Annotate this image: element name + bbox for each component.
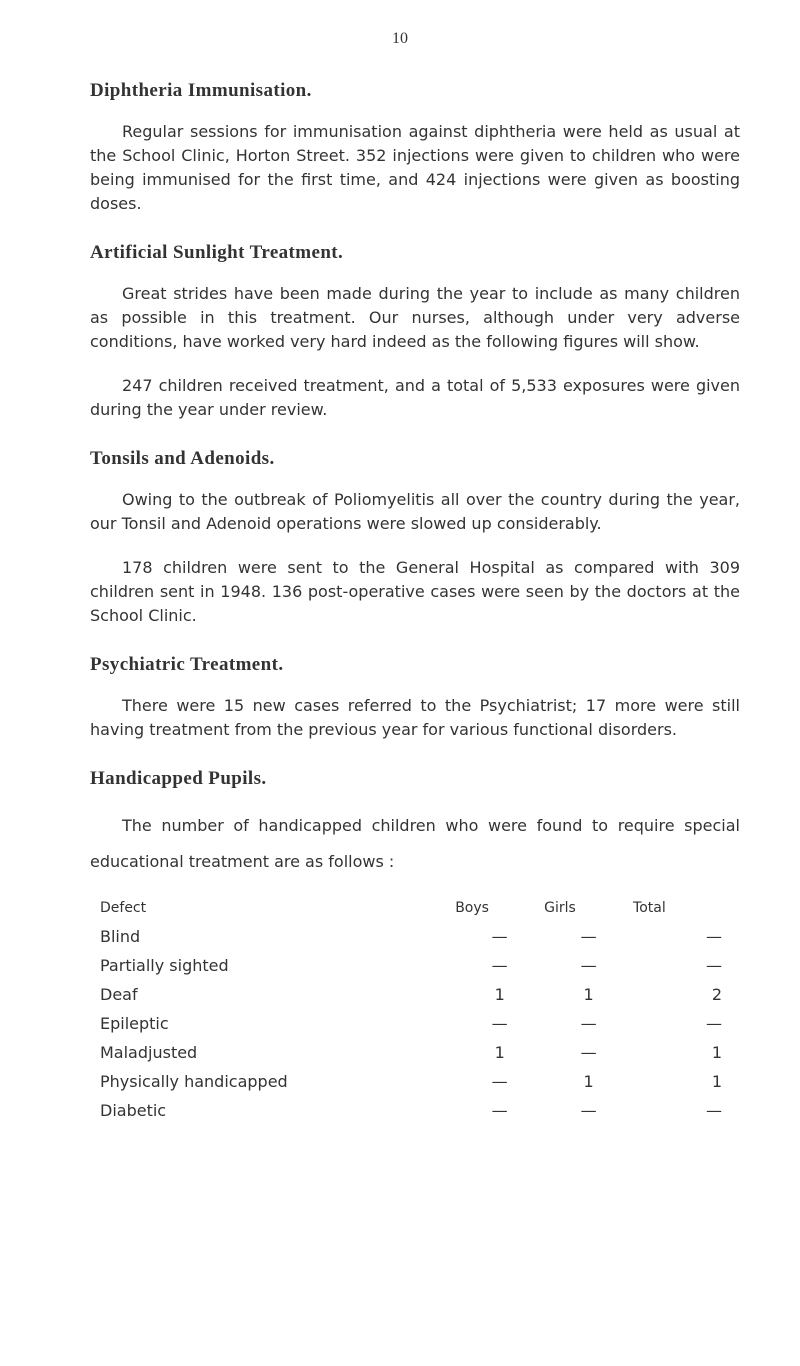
cell-defect — [100, 1067, 455, 1096]
header-total: Total — [633, 900, 666, 916]
section-heading: Tonsils and Adenoids. — [90, 448, 275, 469]
cell-total — [633, 1067, 740, 1096]
table-row — [100, 980, 740, 1009]
table-row — [100, 922, 740, 951]
section-handicapped — [90, 768, 740, 1125]
header-boys: Boys — [455, 900, 489, 916]
cell-defect-text: Diabetic — [100, 1101, 167, 1120]
paragraph: There were 15 new cases referred to the Psychiatrist; 17 more were still having treatment from the previous year for various functional disorders. — [90, 696, 740, 739]
cell-defect — [100, 922, 455, 951]
cell-total-text: — — [706, 1101, 722, 1120]
cell-total — [633, 951, 740, 980]
cell-boys-text: — — [491, 927, 508, 946]
cell-girls — [544, 1038, 633, 1067]
cell-total — [633, 1038, 740, 1067]
table-body — [100, 922, 740, 1125]
table-header-row — [100, 900, 740, 922]
paragraph: Great strides have been made during the year to include as many children as possible in this treatment. Our nurses, although under very adverse conditions, have worked very hard indeed as the following figures will show. — [90, 284, 740, 351]
cell-boys-text: 1 — [494, 1043, 505, 1062]
handicapped-pupils-table — [100, 900, 740, 1125]
cell-total-text: — — [706, 1014, 722, 1033]
table-row — [100, 1067, 740, 1096]
table-row — [100, 1096, 740, 1125]
section-tonsils-adenoids — [90, 448, 740, 628]
cell-boys-text: — — [491, 956, 508, 975]
cell-boys — [455, 980, 544, 1009]
cell-defect-text: Physically handicapped — [100, 1072, 288, 1091]
cell-defect — [100, 1038, 455, 1067]
cell-defect-text: Deaf — [100, 985, 138, 1004]
cell-boys-text: — — [491, 1072, 508, 1091]
cell-boys-text: 1 — [494, 985, 505, 1004]
cell-total — [633, 922, 740, 951]
cell-total — [633, 1009, 740, 1038]
cell-defect — [100, 951, 455, 980]
cell-girls-text: — — [580, 1043, 597, 1062]
cell-total-text: 1 — [711, 1072, 722, 1091]
cell-girls-text: — — [580, 1014, 597, 1033]
cell-boys — [455, 1009, 544, 1038]
cell-girls — [544, 1009, 633, 1038]
cell-defect — [100, 1096, 455, 1125]
header-girls: Girls — [544, 900, 576, 916]
cell-boys — [455, 1096, 544, 1125]
section-diphtheria — [90, 80, 740, 216]
section-heading: Psychiatric Treatment. — [90, 654, 284, 675]
page-number: 10 — [392, 30, 408, 47]
paragraph: 178 children were sent to the General Hospital as compared with 309 children sent in 1948. 136 post-operative cases were seen by the doctors at the School Clinic. — [90, 558, 740, 625]
cell-girls — [544, 1096, 633, 1125]
cell-girls-text: 1 — [583, 1072, 594, 1091]
section-psychiatric — [90, 654, 740, 742]
cell-defect — [100, 1009, 455, 1038]
cell-defect-text: Epileptic — [100, 1014, 169, 1033]
cell-total-text: — — [706, 927, 722, 946]
cell-total — [633, 1096, 740, 1125]
cell-total — [633, 980, 740, 1009]
paragraph: Regular sessions for immunisation against diphtheria were held as usual at the School Clinic, Horton Street. 352 injections were given to children who were being immunised for the first time, and 424 injections were given as boosting doses. — [90, 122, 740, 213]
cell-boys-text: — — [491, 1101, 508, 1120]
cell-girls-text: — — [580, 956, 597, 975]
section-artificial-sunlight — [90, 242, 740, 422]
cell-girls — [544, 951, 633, 980]
cell-defect-text: Maladjusted — [100, 1043, 198, 1062]
cell-boys — [455, 951, 544, 980]
cell-boys-text: — — [491, 1014, 508, 1033]
cell-girls-text: — — [580, 1101, 597, 1120]
cell-defect-text: Blind — [100, 927, 141, 946]
section-heading: Artificial Sunlight Treatment. — [90, 242, 344, 263]
paragraph: Owing to the outbreak of Poliomyelitis all over the country during the year, our Tonsil and Adenoid operations were slowed up considerably. — [90, 490, 740, 533]
header-defect: Defect — [100, 900, 147, 916]
table-row — [100, 1038, 740, 1067]
section-heading: Diphtheria Immunisation. — [90, 80, 312, 101]
cell-girls — [544, 1067, 633, 1096]
cell-girls-text: 1 — [583, 985, 594, 1004]
cell-defect — [100, 980, 455, 1009]
document-body — [90, 80, 740, 1151]
cell-girls — [544, 922, 633, 951]
cell-boys — [455, 1038, 544, 1067]
cell-defect-text: Partially sighted — [100, 956, 229, 975]
cell-total-text: — — [706, 956, 722, 975]
paragraph: The number of handicapped children who were found to require special educational treatment are as follows : — [90, 816, 740, 871]
section-heading: Handicapped Pupils. — [90, 768, 267, 789]
cell-total-text: 1 — [711, 1043, 722, 1062]
table-row — [100, 951, 740, 980]
cell-boys — [455, 1067, 544, 1096]
table-row — [100, 1009, 740, 1038]
cell-total-text: 2 — [711, 985, 722, 1004]
cell-girls — [544, 980, 633, 1009]
paragraph: 247 children received treatment, and a total of 5,533 exposures were given during the year under review. — [90, 376, 740, 419]
cell-girls-text: — — [580, 927, 597, 946]
cell-boys — [455, 922, 544, 951]
